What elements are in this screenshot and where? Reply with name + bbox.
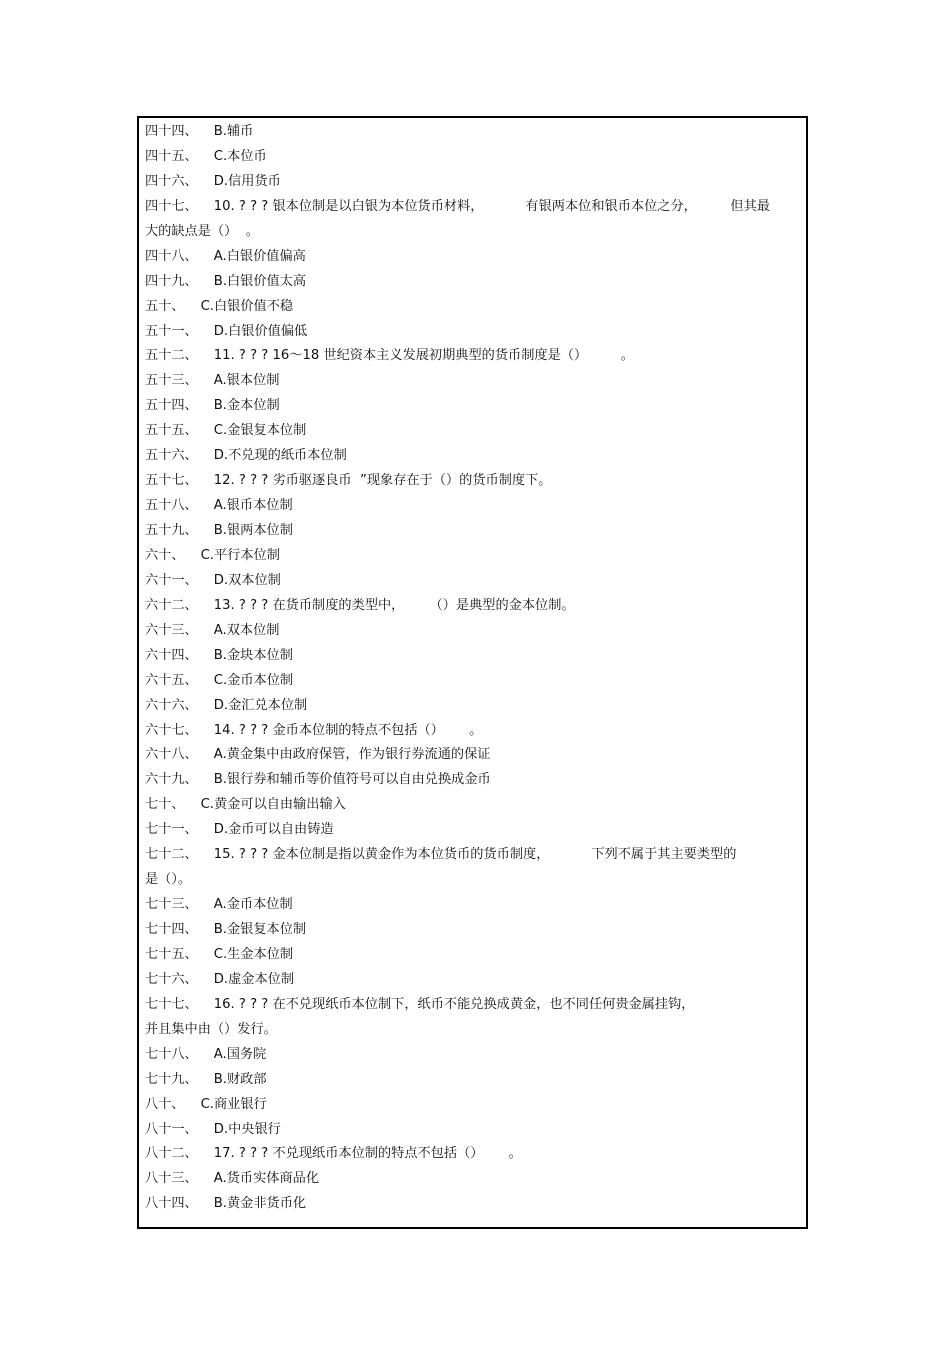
- line-number: 八十一、: [145, 1121, 198, 1137]
- text-line: [145, 494, 800, 519]
- line-text: 12. ? ? ? 劣币驱逐良币 ”现象存在于（）的货币制度下。: [213, 473, 552, 489]
- line-text: 13. ? ? ? 在货币制度的类型中， （）是典型的金本位制。: [213, 597, 575, 613]
- line-number: 八十四、: [145, 1196, 198, 1212]
- line-number: 五十八、: [145, 498, 198, 514]
- line-text: A.双本位制: [213, 622, 280, 638]
- line-text: A.货币实体商品化: [213, 1171, 320, 1187]
- text-line: [145, 120, 800, 145]
- line-number: 六十二、: [145, 597, 198, 613]
- line-text: B.金本位制: [213, 398, 280, 414]
- line-text: 15. ? ? ? 金本位制是指以黄金作为本位货币的货币制度， 下列不属于其主要类型的: [213, 847, 737, 863]
- text-line: [145, 295, 800, 320]
- line-text: D.中央银行: [213, 1121, 281, 1137]
- text-line: [145, 344, 800, 369]
- line-number: 四十八、: [145, 248, 198, 264]
- text-line: [145, 818, 800, 843]
- text-line: [145, 993, 800, 1018]
- line-text: A.白银价值偏高: [213, 248, 306, 264]
- line-number: 五十一、: [145, 323, 198, 339]
- text-line: [145, 1142, 800, 1167]
- text-line: [145, 469, 800, 494]
- line-number: 八十二、: [145, 1146, 198, 1162]
- line-text: D.金币可以自由铸造: [213, 822, 334, 838]
- line-number: 七十、: [145, 797, 185, 813]
- line-text: C.生金本位制: [213, 946, 294, 962]
- text-line: [145, 1093, 800, 1118]
- line-text: A.银本位制: [213, 373, 280, 389]
- text-line: [145, 145, 800, 170]
- line-text: D.白银价值偏低: [213, 323, 308, 339]
- text-line: [145, 619, 800, 644]
- text-line: [145, 669, 800, 694]
- line-number: 八十三、: [145, 1171, 198, 1187]
- line-number: 七十五、: [145, 946, 198, 962]
- line-text: C.白银价值不稳: [200, 298, 294, 314]
- line-text: C.本位币: [213, 148, 267, 164]
- text-line: [145, 569, 800, 594]
- line-number: 六十一、: [145, 572, 198, 588]
- text-line: [145, 1167, 800, 1192]
- text-line: [145, 943, 800, 968]
- text-line: [145, 868, 800, 893]
- text-line: [145, 793, 800, 818]
- line-text: C.金银复本位制: [213, 423, 307, 439]
- line-number: 七十三、: [145, 897, 198, 913]
- text-line: [145, 1118, 800, 1143]
- text-line: [145, 369, 800, 394]
- line-text: 10. ? ? ? 银本位制是以白银为本位货币材料， 有银两本位和银币本位之分， 但其最: [213, 198, 770, 214]
- line-number: 四十七、: [145, 198, 198, 214]
- text-line: [145, 519, 800, 544]
- line-text: B.黄金非货币化: [213, 1196, 307, 1212]
- text-line: [145, 644, 800, 669]
- text-line: [145, 220, 800, 245]
- line-number: 八十、: [145, 1096, 185, 1112]
- line-text: C.平行本位制: [200, 547, 280, 563]
- line-number: 六十八、: [145, 747, 198, 763]
- line-number: 七十九、: [145, 1071, 198, 1087]
- line-text: C.商业银行: [200, 1096, 267, 1112]
- text-line: [145, 843, 800, 868]
- line-text: D.不兑现的纸币本位制: [213, 448, 347, 464]
- line-number: 六十九、: [145, 772, 198, 788]
- text-line: [145, 719, 800, 744]
- text-line: [145, 1192, 800, 1217]
- line-number: 五十四、: [145, 398, 198, 414]
- text-line: [145, 594, 800, 619]
- question-list: [145, 120, 800, 1217]
- line-text: 16. ? ? ? 在不兑现纸币本位制下，纸币不能兑换成黄金，也不同任何贵金属挂钩，: [213, 996, 695, 1012]
- line-number: 七十七、: [145, 996, 198, 1012]
- text-line: [145, 893, 800, 918]
- line-text: B.金银复本位制: [213, 922, 307, 937]
- line-text: D.金汇兑本位制: [213, 697, 308, 713]
- line-number: 五十三、: [145, 373, 198, 389]
- text-line: [145, 245, 800, 270]
- line-text: A.国务院: [213, 1046, 267, 1062]
- line-text: 17. ? ? ? 不兑现纸币本位制的特点不包括（） 。: [213, 1146, 522, 1162]
- line-text: C.金币本位制: [213, 672, 294, 688]
- text-line: [145, 768, 800, 793]
- text-line: [145, 1018, 800, 1043]
- line-number: 七十一、: [145, 822, 198, 838]
- text-line: [145, 170, 800, 195]
- line-text: D.虚金本位制: [213, 971, 295, 987]
- line-number: 六十、: [145, 547, 185, 563]
- line-number: 五十二、: [145, 348, 198, 364]
- line-number: 六十七、: [145, 722, 198, 738]
- line-number: 四十六、: [145, 173, 198, 189]
- line-number: 六十三、: [145, 622, 198, 638]
- text-line: [145, 918, 800, 943]
- line-number: 七十六、: [145, 971, 198, 987]
- line-text: B.银行券和辅币等价值符号可以自由兑换成金币: [213, 772, 491, 788]
- document-frame: [137, 116, 808, 1229]
- line-text: A.黄金集中由政府保管，作为银行券流通的保证: [213, 747, 491, 763]
- line-text: D.双本位制: [213, 572, 281, 588]
- text-line: [145, 1043, 800, 1068]
- line-text: B.辅币: [213, 124, 254, 139]
- line-text: B.白银价值太高: [213, 273, 307, 289]
- line-text: C.黄金可以自由输出输入: [200, 797, 346, 813]
- line-text: 是（）。: [145, 872, 192, 888]
- line-text: 14. ? ? ? 金币本位制的特点不包括（） 。: [213, 722, 483, 738]
- line-number: 五十五、: [145, 423, 198, 439]
- text-line: [145, 444, 800, 469]
- line-number: 六十六、: [145, 697, 198, 713]
- line-text: A.金币本位制: [213, 897, 293, 913]
- line-text: D.信用货币: [213, 173, 281, 189]
- line-number: 五十六、: [145, 448, 198, 464]
- text-line: [145, 195, 800, 220]
- text-line: [145, 320, 800, 345]
- text-line: [145, 394, 800, 419]
- line-text: B.银两本位制: [213, 523, 293, 538]
- line-text: 11. ? ? ? 16～18 世纪资本主义发展初期典型的货币制度是（） 。: [213, 348, 634, 364]
- line-text: 并且集中由（）发行。: [145, 1021, 277, 1037]
- text-line: [145, 968, 800, 993]
- line-text: B.金块本位制: [213, 647, 293, 663]
- line-number: 四十五、: [145, 148, 198, 164]
- line-text: B.财政部: [213, 1071, 267, 1087]
- text-line: [145, 1068, 800, 1093]
- line-number: 七十二、: [145, 847, 198, 863]
- line-number: 五十九、: [145, 523, 198, 538]
- line-number: 四十九、: [145, 273, 198, 289]
- text-line: [145, 544, 800, 569]
- line-text: A.银币本位制: [213, 498, 293, 514]
- line-number: 五十、: [145, 298, 185, 314]
- line-number: 四十四、: [145, 124, 198, 139]
- line-text: 大的缺点是（） 。: [145, 223, 259, 239]
- text-line: [145, 694, 800, 719]
- line-number: 五十七、: [145, 473, 198, 489]
- text-line: [145, 270, 800, 295]
- line-number: 七十八、: [145, 1046, 198, 1062]
- line-number: 六十四、: [145, 647, 198, 663]
- text-line: [145, 419, 800, 444]
- line-number: 六十五、: [145, 672, 198, 688]
- line-number: 七十四、: [145, 922, 198, 937]
- text-line: [145, 743, 800, 768]
